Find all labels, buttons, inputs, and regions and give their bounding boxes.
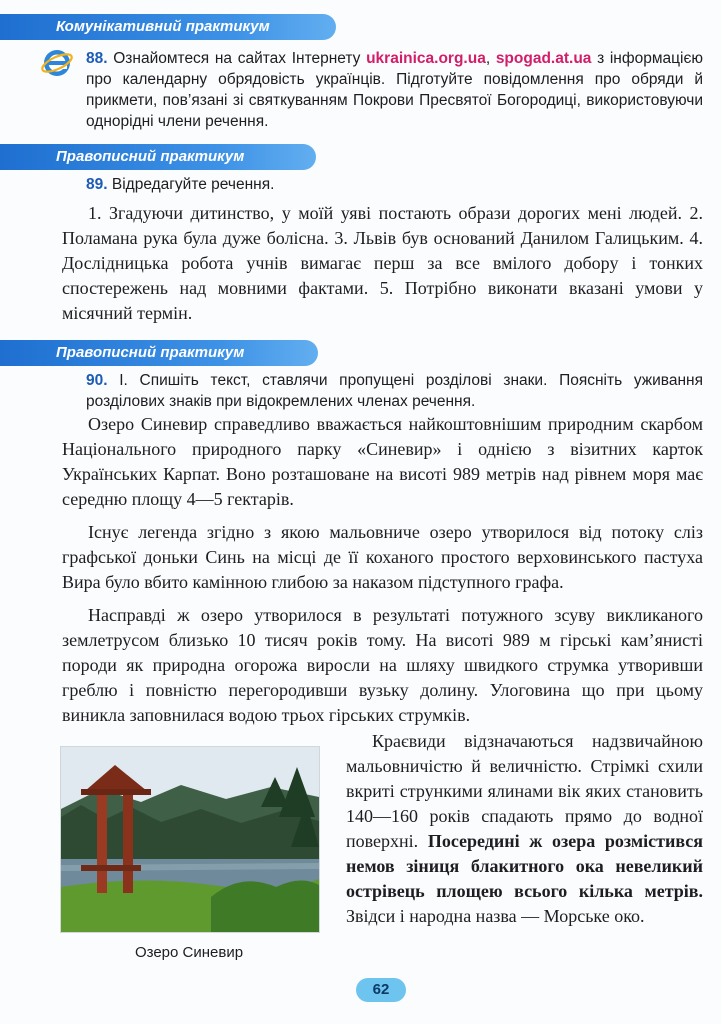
photo-caption: Озеро Синевир (134, 944, 244, 961)
text-paragraph-2: Існує легенда згідно з якою мальовниче озеро утворилося від потоку сліз графської доньки Синь на місці де її коханого простого верховинського пастуха Вира було вбито камінною глибою за наказом підступного графа. (62, 522, 703, 592)
website-link-ukrainica[interactable]: ukrainica.org.ua (366, 50, 486, 67)
section-banner-communicative (0, 14, 336, 40)
exercise-instruction: І. Спишіть текст, ставлячи пропущені розділові знаки. Поясніть уживання розділових знаків при відокремлених членах речення. (86, 372, 703, 410)
section-title: Комунікативний практикум (56, 18, 270, 35)
sentences-text: 1. Згадуючи дитинство, у моїй уяві постають образи дорогих мені людей. 2. Поламана рука була дуже болісна. 3. Львів був оснований Данилом Галицьким. 4. Дослідницька робота учнів вимагає перш за все вмілого добору і тонких спостережень над мовними фактами. 5. Потрібно виконати вказані умови у місячний термін. (62, 203, 703, 323)
side-text-bold: Посередині ж озера розмістився немов зіниця блакитного ока невеликий острівець площею всього кілька метрів. (346, 831, 703, 901)
section-banner-spelling-2 (0, 340, 318, 366)
exercise-number: 90. (86, 372, 108, 389)
exercise-number: 88. (86, 50, 108, 67)
page-number: 62 (356, 978, 406, 1002)
side-text: Краєвиди відзначаються надзвичайною мальовничістю й величністю. Стрімкі схили вкриті стрункими ялинами вік яких становить 140—160 років спадають прямо до водної поверхні. (346, 731, 703, 851)
side-text-end: Звідси і народна назва — Морське око. (346, 906, 645, 926)
exercise-number: 89. (86, 176, 108, 193)
section-banner-spelling-1 (0, 144, 316, 170)
exercise-text: Ознайомтеся на сайтах Інтернету (113, 50, 361, 67)
text-paragraph-4 (346, 729, 703, 929)
exercise-instruction: Відредагуйте речення. (111, 176, 275, 193)
text-paragraph-1: Озеро Синевир справедливо вважається найкоштовнішим природним скарбом Національного природного парку «Синевир» і однією з візитних карток Українських Карпат. Воно розташоване на висоті 989 метрів над рівнем моря має середню площу 4—5 гектарів. (62, 414, 703, 509)
exercise-text-continued: з інформацією про календарну обрядовість українців. Підготуйте повідомлення про обряди й прикмети, пов’язані зі святкуванням Покрови Пресвятої Богородиці, використовуючи однорідні члени речення. (86, 50, 703, 130)
link-separator: , (485, 50, 491, 67)
lake-synevyr-photo (60, 746, 320, 933)
section-title: Правописний практикум (56, 344, 245, 361)
exercise-90-instruction (86, 370, 703, 412)
exercise-88 (86, 48, 703, 132)
website-link-spogad[interactable]: spogad.at.ua (495, 50, 592, 67)
bushes (211, 880, 319, 932)
text-paragraph-3: Насправді ж озеро утворилося в результаті потужного зсуву викликаного землетрусом близько 10 тисяч років тому. На висоті 989 м гірські кам’янисті породи як природна огорожа виросли на шляху швидкого струмка утворивши греблю і повністю перегородивши вузьку долину. Улоговина що при цьому виникла заповнилася водою трьох гірських струмків. (62, 605, 703, 725)
lake-landscape-illustration (61, 747, 319, 932)
internet-explorer-icon (40, 46, 74, 80)
exercise-89-instruction (86, 174, 703, 195)
section-title: Правописний практикум (56, 148, 245, 165)
exercise-89-sentences (62, 201, 703, 326)
